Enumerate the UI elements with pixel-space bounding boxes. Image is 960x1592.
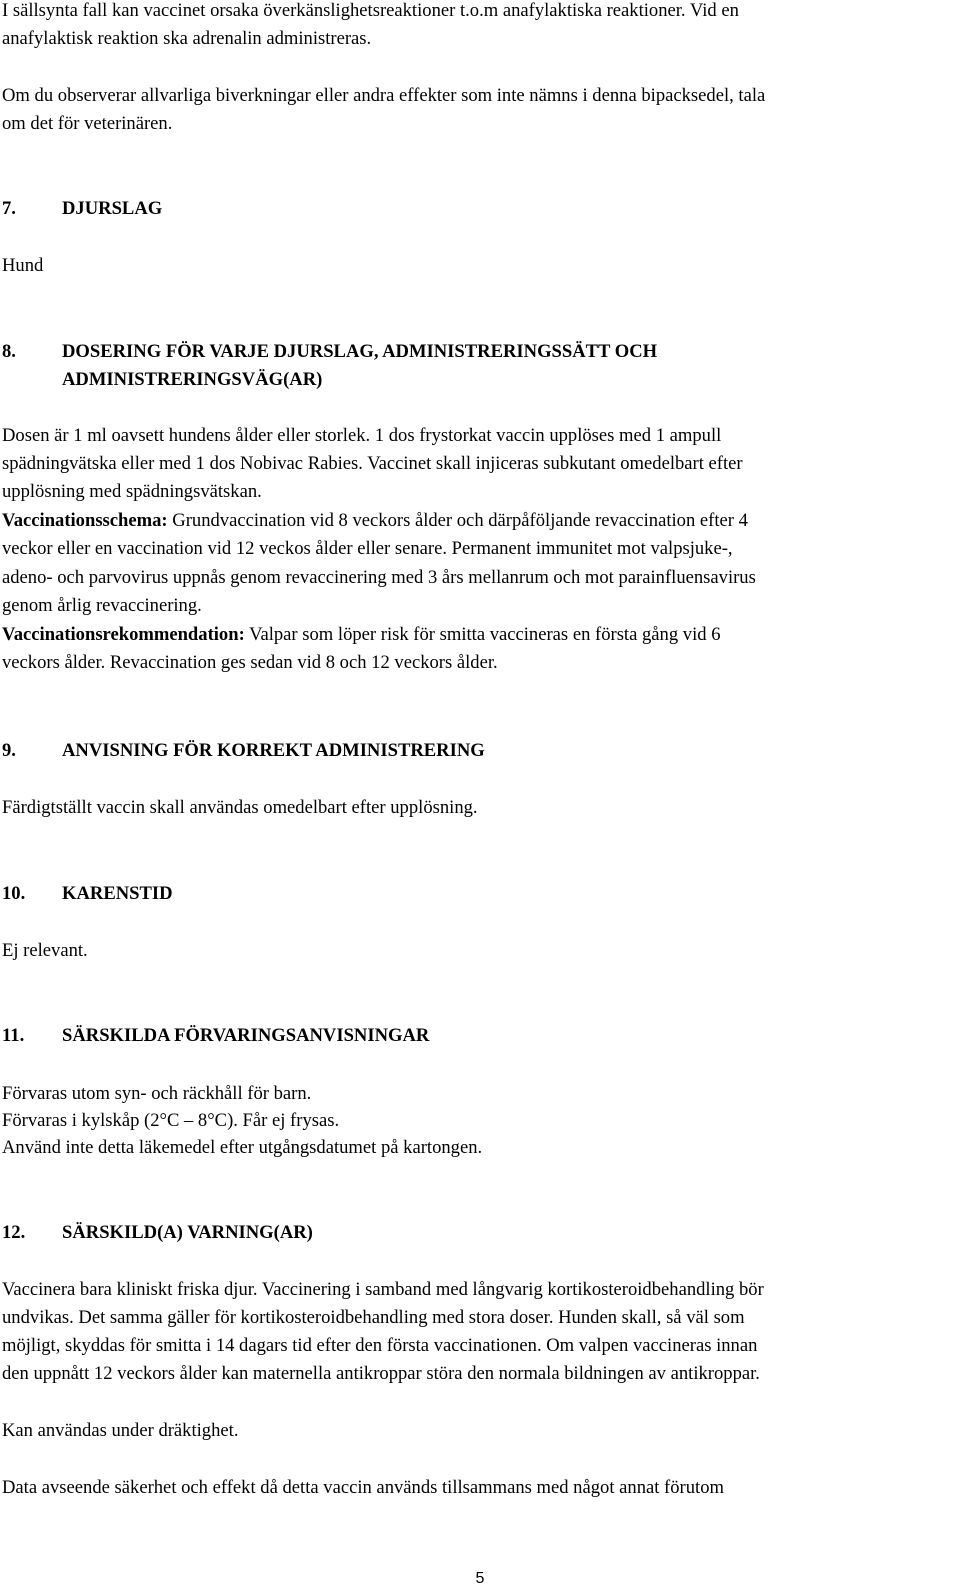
- section-8-line-5: veckor eller en vaccination vid 12 veckos ålder eller senare. Permanent immunitet mot valpsjuke-,: [2, 538, 733, 559]
- section-11-heading: [2, 1025, 429, 1047]
- section-12-title: SÄRSKILD(A) VARNING(AR): [62, 1222, 313, 1243]
- section-7-title: DJURSLAG: [62, 198, 163, 219]
- section-8-heading: [2, 341, 657, 363]
- section-12-heading: [2, 1222, 313, 1244]
- section-8-line-8: [2, 624, 721, 646]
- section-12-line-1: Vaccinera bara kliniskt friska djur. Vaccinering i samband med långvarig kortikosteroidbehandling bör: [2, 1279, 764, 1300]
- vaccination-recommendation-label: Vaccinationsrekommendation:: [2, 624, 245, 645]
- page-number: 5: [475, 1570, 485, 1587]
- section-7-body: Hund: [2, 255, 44, 276]
- section-9-heading: [2, 740, 485, 762]
- section-8-line-2: spädningvätska eller med 1 dos Nobivac Rabies. Vaccinet skall injiceras subkutant omedelbart efter: [2, 453, 743, 474]
- section-12-line-4: den uppnått 12 veckors ålder kan maternella antikroppar störa den normala bildningen av antikroppar.: [2, 1363, 760, 1384]
- intro-line-4: om det för veterinären.: [2, 113, 173, 134]
- section-11-line-2: Förvaras i kylskåp (2°C – 8°C). Får ej frysas.: [2, 1110, 340, 1131]
- section-11-line-1: Förvaras utom syn- och räckhåll för barn.: [2, 1083, 312, 1104]
- section-11-line-3: Använd inte detta läkemedel efter utgångsdatumet på kartongen.: [2, 1137, 483, 1158]
- section-9-body: Färdigtställt vaccin skall användas omedelbart efter upplösning.: [2, 797, 478, 818]
- section-8-line-6: adeno- och parvovirus uppnås genom revaccinering med 3 års mellanrum och mot parainfluensavirus: [2, 567, 756, 588]
- section-8-line-1: Dosen är 1 ml oavsett hundens ålder eller storlek. 1 dos frystorkat vaccin upplöses med 1 ampull: [2, 425, 722, 446]
- section-8-line-3: upplösning med spädningsvätskan.: [2, 481, 262, 502]
- intro-line-3: Om du observerar allvarliga biverkningar eller andra effekter som inte nämns i denna bipacksedel, tala: [2, 85, 766, 106]
- section-8-line-9: veckors ålder. Revaccination ges sedan vid 8 och 12 veckors ålder.: [2, 652, 498, 673]
- section-8-title-line-1: DOSERING FÖR VARJE DJURSLAG, ADMINISTRERINGSSÄTT OCH: [62, 341, 658, 362]
- section-7-number: 7.: [2, 198, 16, 219]
- vaccination-schedule-label: Vaccinationsschema:: [2, 510, 168, 531]
- section-12-line-2: undvikas. Det samma gäller för kortikosteroidbehandling med stora doser. Hunden skall, så väl som: [2, 1307, 745, 1328]
- section-11-number: 11.: [2, 1025, 25, 1046]
- vaccination-schedule-text: Grundvaccination vid 8 veckors ålder och därpåföljande revaccination efter 4: [167, 510, 748, 531]
- section-8-number: 8.: [2, 341, 16, 362]
- section-12-number: 12.: [2, 1222, 26, 1243]
- section-12-line-3: möjligt, skyddas för smitta i 14 dagars tid efter den första vaccinationen. Om valpen vaccineras innan: [2, 1335, 758, 1356]
- section-10-body: Ej relevant.: [2, 940, 88, 961]
- section-8-title-line-2: ADMINISTRERINGSVÄG(AR): [62, 369, 323, 390]
- intro-line-2: anafylaktisk reaktion ska adrenalin administreras.: [2, 28, 372, 49]
- section-11-title: SÄRSKILDA FÖRVARINGSANVISNINGAR: [62, 1025, 430, 1046]
- section-9-number: 9.: [2, 740, 16, 761]
- section-8-line-7: genom årlig revaccinering.: [2, 595, 202, 616]
- intro-line-1: I sällsynta fall kan vaccinet orsaka överkänslighetsreaktioner t.o.m anafylaktiska reaktioner. Vid en: [2, 0, 739, 21]
- section-8-line-4: [2, 510, 748, 532]
- section-10-heading: [2, 883, 173, 905]
- section-7-heading: [2, 198, 162, 220]
- section-10-title: KARENSTID: [62, 883, 173, 904]
- section-10-number: 10.: [2, 883, 26, 904]
- vaccination-recommendation-text: Valpar som löper risk för smitta vaccineras en första gång vid 6: [244, 624, 721, 645]
- section-9-title: ANVISNING FÖR KORREKT ADMINISTRERING: [62, 740, 485, 761]
- section-12-line-5: Kan användas under dräktighet.: [2, 1420, 239, 1441]
- section-12-line-6: Data avseende säkerhet och effekt då detta vaccin används tillsammans med något annat förutom: [2, 1477, 724, 1498]
